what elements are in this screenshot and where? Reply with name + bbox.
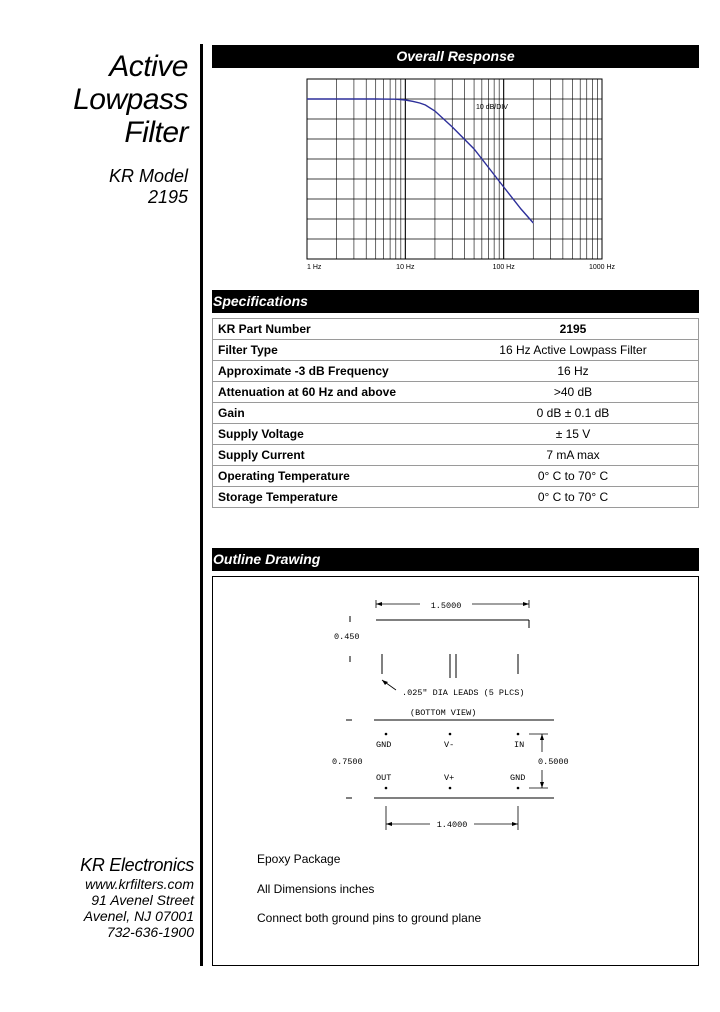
company-website: www.krfilters.com xyxy=(85,876,194,892)
response-chart xyxy=(300,74,620,274)
spec-label: Storage Temperature xyxy=(213,487,449,508)
spec-row xyxy=(213,340,699,361)
pin-v-pos: V+ xyxy=(444,773,455,783)
note-package: Epoxy Package xyxy=(257,852,341,866)
company-city: Avenel, NJ 07001 xyxy=(83,908,194,924)
spec-table xyxy=(212,318,699,508)
bottom-view-label: (BOTTOM VIEW) xyxy=(410,708,477,718)
dim-height-side: 0.450 xyxy=(334,632,360,642)
chart-annotation: 10 dB/DIV xyxy=(476,104,508,111)
model-line-1: KR Model xyxy=(108,166,188,186)
spec-value: 16 Hz Active Lowpass Filter xyxy=(448,340,699,361)
spec-value: 7 mA max xyxy=(448,445,699,466)
chart-x-tick-label: 1000 Hz xyxy=(588,264,616,271)
pin-gnd-top: GND xyxy=(376,740,392,750)
spec-label: Operating Temperature xyxy=(213,466,449,487)
title-line-2: Lowpass xyxy=(73,83,188,116)
outline-drawing xyxy=(322,594,584,834)
spec-value: 0° C to 70° C xyxy=(448,466,699,487)
pin-gnd-bottom: GND xyxy=(510,773,526,783)
spec-row xyxy=(213,403,699,424)
company-street: 91 Avenel Street xyxy=(91,892,194,908)
product-title xyxy=(73,50,188,149)
spec-header-label: KR Part Number xyxy=(213,319,449,340)
chart-frame xyxy=(307,79,602,259)
spec-header-row xyxy=(213,319,699,340)
company-phone: 732-636-1900 xyxy=(106,924,194,940)
pin-v-neg: V- xyxy=(444,740,455,750)
dim-height-right: 0.5000 xyxy=(538,757,569,767)
section-header-specs: Specifications xyxy=(212,290,699,313)
drawing-notes xyxy=(257,851,481,940)
dim-width-top: 1.5000 xyxy=(430,601,462,611)
spec-row xyxy=(213,424,699,445)
leads-callout: .025" DIA LEADS (5 PLCS) xyxy=(402,688,525,698)
spec-label: Supply Current xyxy=(213,445,449,466)
chart-grid xyxy=(307,79,602,259)
title-line-1: Active xyxy=(109,50,188,83)
spec-row xyxy=(213,466,699,487)
spec-row xyxy=(213,487,699,508)
spec-value: 16 Hz xyxy=(448,361,699,382)
note-dimensions: All Dimensions inches xyxy=(257,881,375,896)
spec-label: Filter Type xyxy=(213,340,449,361)
dim-width-bottom: 1.4000 xyxy=(436,820,468,830)
vertical-divider xyxy=(200,44,203,966)
spec-row xyxy=(213,361,699,382)
pin-out: OUT xyxy=(376,773,392,783)
spec-label: Approximate -3 dB Frequency xyxy=(213,361,449,382)
section-header-outline: Outline Drawing xyxy=(212,548,699,571)
chart-x-tick-label: 10 Hz xyxy=(396,264,415,271)
company-info xyxy=(80,855,194,940)
chart-x-ticks xyxy=(307,264,616,271)
spec-value: 0 dB ± 0.1 dB xyxy=(448,403,699,424)
pin-in: IN xyxy=(514,740,525,750)
model-number: 2195 xyxy=(147,187,188,207)
company-name: KR Electronics xyxy=(80,855,194,875)
spec-row xyxy=(213,445,699,466)
spec-value: 0° C to 70° C xyxy=(448,487,699,508)
spec-value: ± 15 V xyxy=(448,424,699,445)
dim-height-left: 0.7500 xyxy=(332,757,363,767)
model-label xyxy=(109,166,188,208)
chart-x-tick-label: 100 Hz xyxy=(492,264,515,271)
chart-x-tick-label: 1 Hz xyxy=(307,264,322,271)
title-line-3: Filter xyxy=(124,116,188,149)
spec-label: Supply Voltage xyxy=(213,424,449,445)
spec-header-value: 2195 xyxy=(448,319,699,340)
spec-label: Gain xyxy=(213,403,449,424)
spec-value: >40 dB xyxy=(448,382,699,403)
spec-label: Attenuation at 60 Hz and above xyxy=(213,382,449,403)
note-ground: Connect both ground pins to ground plane xyxy=(257,911,482,925)
section-header-response: Overall Response xyxy=(212,45,699,68)
spec-row xyxy=(213,382,699,403)
